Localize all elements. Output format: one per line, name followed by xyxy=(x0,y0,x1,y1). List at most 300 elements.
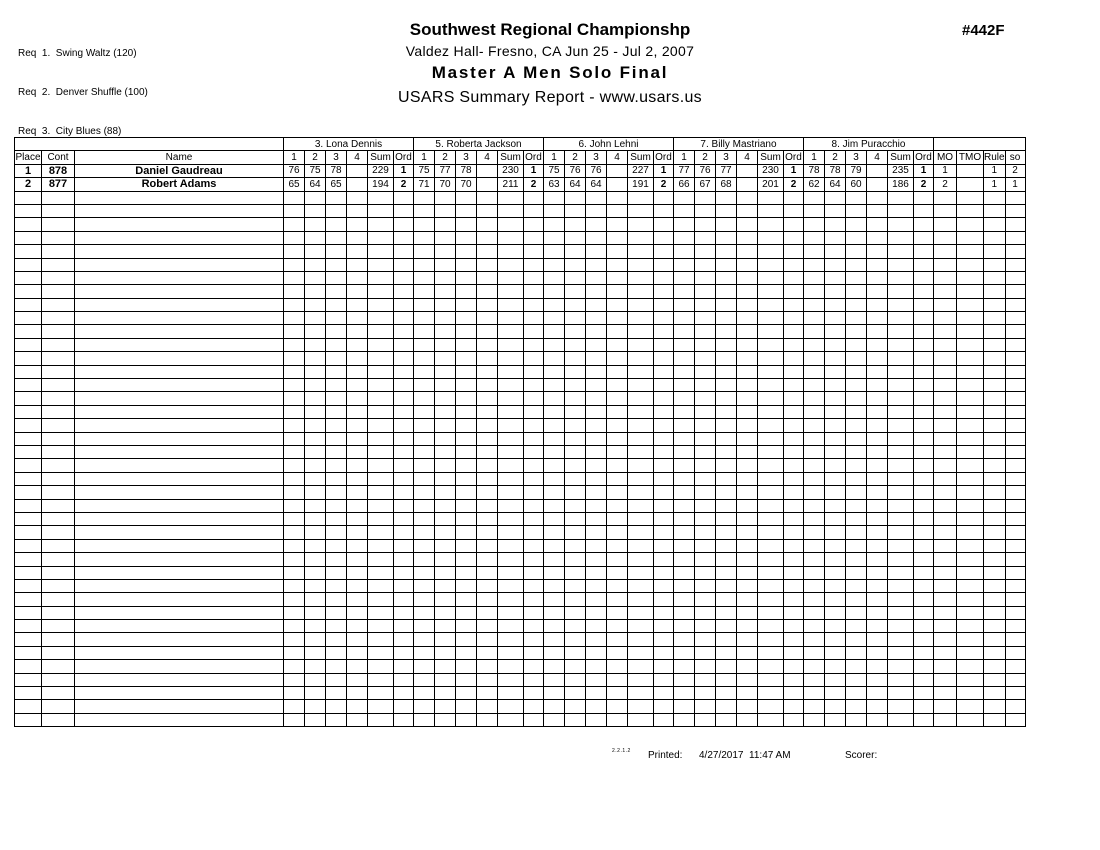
score-cell: 76 xyxy=(586,164,607,177)
empty-cell xyxy=(888,512,914,525)
empty-cell xyxy=(784,459,804,472)
empty-cell xyxy=(565,606,586,619)
empty-cell xyxy=(628,539,654,552)
empty-cell xyxy=(914,231,934,244)
empty-cell xyxy=(414,338,435,351)
empty-cell xyxy=(565,579,586,592)
empty-cell xyxy=(984,271,1006,284)
empty-cell xyxy=(804,419,825,432)
empty-cell xyxy=(867,539,888,552)
empty-cell xyxy=(716,553,737,566)
empty-cell xyxy=(456,432,477,445)
empty-cell xyxy=(544,620,565,633)
score-cell: 78 xyxy=(326,164,347,177)
empty-cell xyxy=(758,352,784,365)
empty-cell xyxy=(565,646,586,659)
empty-cell xyxy=(914,338,934,351)
empty-cell xyxy=(368,499,394,512)
empty-cell xyxy=(586,620,607,633)
empty-cell xyxy=(957,620,984,633)
empty-cell xyxy=(498,700,524,713)
empty-cell xyxy=(394,271,414,284)
empty-cell xyxy=(394,231,414,244)
empty-cell xyxy=(15,245,42,258)
empty-cell xyxy=(888,271,914,284)
empty-cell xyxy=(477,713,498,726)
empty-cell xyxy=(934,231,957,244)
empty-cell xyxy=(846,472,867,485)
empty-cell xyxy=(544,459,565,472)
empty-cell xyxy=(368,298,394,311)
empty-cell xyxy=(565,459,586,472)
empty-cell xyxy=(957,472,984,485)
empty-cell xyxy=(586,419,607,432)
empty-cell xyxy=(607,392,628,405)
empty-cell xyxy=(75,204,284,217)
empty-cell xyxy=(435,245,456,258)
empty-cell xyxy=(934,258,957,271)
empty-cell xyxy=(984,445,1006,458)
empty-cell xyxy=(758,445,784,458)
empty-cell xyxy=(435,673,456,686)
empty-cell xyxy=(825,472,846,485)
empty-cell xyxy=(695,566,716,579)
empty-cell xyxy=(846,566,867,579)
empty-cell xyxy=(394,432,414,445)
empty-cell xyxy=(586,325,607,338)
empty-cell xyxy=(326,298,347,311)
score-cell xyxy=(737,178,758,191)
empty-cell xyxy=(326,365,347,378)
empty-cell xyxy=(607,285,628,298)
empty-cell xyxy=(888,606,914,619)
empty-cell xyxy=(628,660,654,673)
empty-cell xyxy=(695,660,716,673)
empty-cell xyxy=(414,379,435,392)
empty-cell xyxy=(435,445,456,458)
empty-cell xyxy=(758,271,784,284)
empty-cell xyxy=(984,231,1006,244)
empty-cell xyxy=(784,258,804,271)
empty-cell xyxy=(305,660,326,673)
empty-cell xyxy=(825,459,846,472)
empty-cell xyxy=(394,553,414,566)
empty-cell xyxy=(75,258,284,271)
empty-cell xyxy=(957,312,984,325)
empty-cell xyxy=(394,713,414,726)
empty-cell xyxy=(305,593,326,606)
empty-cell xyxy=(544,271,565,284)
empty-cell xyxy=(524,499,544,512)
score-cell xyxy=(607,178,628,191)
empty-cell xyxy=(326,579,347,592)
empty-cell xyxy=(42,646,75,659)
mo-cell: 2 xyxy=(934,178,957,191)
printed-timestamp: 4/27/2017 11:47 AM xyxy=(699,750,791,761)
empty-cell xyxy=(758,231,784,244)
empty-cell xyxy=(565,673,586,686)
empty-cell xyxy=(414,579,435,592)
empty-cell xyxy=(524,512,544,525)
empty-cell xyxy=(825,218,846,231)
empty-cell xyxy=(498,218,524,231)
empty-cell xyxy=(586,553,607,566)
empty-cell xyxy=(695,606,716,619)
empty-cell xyxy=(695,325,716,338)
empty-cell xyxy=(804,218,825,231)
empty-cell xyxy=(524,245,544,258)
empty-cell xyxy=(586,204,607,217)
empty-cell xyxy=(565,204,586,217)
empty-cell xyxy=(456,245,477,258)
empty-cell xyxy=(654,405,674,418)
empty-cell xyxy=(867,365,888,378)
empty-cell xyxy=(42,338,75,351)
empty-cell xyxy=(15,218,42,231)
empty-cell xyxy=(477,271,498,284)
empty-cell xyxy=(586,365,607,378)
empty-cell xyxy=(628,365,654,378)
empty-cell xyxy=(695,687,716,700)
empty-cell xyxy=(758,539,784,552)
empty-cell xyxy=(784,579,804,592)
empty-cell xyxy=(888,459,914,472)
empty-cell xyxy=(804,312,825,325)
empty-cell xyxy=(654,512,674,525)
empty-cell xyxy=(784,352,804,365)
empty-cell xyxy=(957,593,984,606)
empty-cell xyxy=(737,258,758,271)
empty-cell xyxy=(15,191,42,204)
empty-cell xyxy=(565,298,586,311)
empty-cell xyxy=(75,593,284,606)
empty-cell xyxy=(607,633,628,646)
empty-cell xyxy=(628,218,654,231)
empty-cell xyxy=(284,285,305,298)
empty-cell xyxy=(347,633,368,646)
empty-cell xyxy=(544,231,565,244)
empty-cell xyxy=(498,298,524,311)
empty-cell xyxy=(867,633,888,646)
empty-cell xyxy=(394,687,414,700)
empty-cell xyxy=(435,713,456,726)
empty-cell xyxy=(544,365,565,378)
sum-cell: 230 xyxy=(758,164,784,177)
empty-cell xyxy=(524,352,544,365)
empty-cell xyxy=(914,512,934,525)
empty-cell xyxy=(456,405,477,418)
empty-cell xyxy=(1005,700,1025,713)
empty-cell xyxy=(326,700,347,713)
empty-cell xyxy=(368,646,394,659)
empty-cell xyxy=(654,419,674,432)
empty-cell xyxy=(347,365,368,378)
empty-cell xyxy=(456,633,477,646)
empty-cell xyxy=(347,231,368,244)
empty-cell xyxy=(957,713,984,726)
empty-cell xyxy=(654,593,674,606)
sum-cell: 194 xyxy=(368,178,394,191)
empty-cell xyxy=(984,312,1006,325)
empty-cell xyxy=(326,231,347,244)
empty-cell xyxy=(368,204,394,217)
empty-cell xyxy=(477,700,498,713)
empty-cell xyxy=(435,191,456,204)
empty-cell xyxy=(716,579,737,592)
empty-cell xyxy=(565,405,586,418)
empty-cell xyxy=(15,499,42,512)
empty-cell xyxy=(477,646,498,659)
empty-row xyxy=(15,432,1026,445)
empty-cell xyxy=(825,713,846,726)
empty-cell xyxy=(368,566,394,579)
empty-cell xyxy=(456,646,477,659)
empty-cell xyxy=(984,700,1006,713)
empty-cell xyxy=(284,673,305,686)
empty-cell xyxy=(804,579,825,592)
empty-cell xyxy=(326,633,347,646)
empty-cell xyxy=(326,539,347,552)
empty-cell xyxy=(586,579,607,592)
empty-cell xyxy=(716,472,737,485)
printed-label: Printed: xyxy=(648,750,683,761)
empty-cell xyxy=(695,646,716,659)
empty-cell xyxy=(867,419,888,432)
empty-cell xyxy=(737,512,758,525)
empty-cell xyxy=(347,553,368,566)
empty-cell xyxy=(716,566,737,579)
empty-cell xyxy=(674,646,695,659)
empty-cell xyxy=(867,392,888,405)
empty-cell xyxy=(75,633,284,646)
empty-cell xyxy=(565,539,586,552)
empty-cell xyxy=(544,445,565,458)
empty-cell xyxy=(368,700,394,713)
empty-cell xyxy=(326,646,347,659)
empty-cell xyxy=(934,271,957,284)
empty-cell xyxy=(435,512,456,525)
empty-cell xyxy=(347,620,368,633)
empty-cell xyxy=(477,687,498,700)
empty-cell xyxy=(846,700,867,713)
empty-cell xyxy=(586,593,607,606)
empty-cell xyxy=(524,338,544,351)
empty-cell xyxy=(846,204,867,217)
empty-cell xyxy=(628,352,654,365)
empty-cell xyxy=(75,285,284,298)
empty-cell xyxy=(456,660,477,673)
empty-cell xyxy=(15,325,42,338)
empty-cell xyxy=(1005,579,1025,592)
empty-cell xyxy=(654,204,674,217)
empty-cell xyxy=(716,526,737,539)
empty-cell xyxy=(737,553,758,566)
empty-cell xyxy=(498,285,524,298)
empty-cell xyxy=(628,379,654,392)
empty-cell xyxy=(914,700,934,713)
empty-cell xyxy=(586,338,607,351)
empty-cell xyxy=(737,271,758,284)
empty-cell xyxy=(15,579,42,592)
empty-cell xyxy=(75,445,284,458)
competition-title: Southwest Regional Championshp xyxy=(409,20,691,39)
empty-cell xyxy=(737,365,758,378)
empty-cell xyxy=(984,512,1006,525)
empty-cell xyxy=(628,472,654,485)
empty-cell xyxy=(628,593,654,606)
empty-cell xyxy=(846,606,867,619)
empty-cell xyxy=(75,539,284,552)
empty-cell xyxy=(347,258,368,271)
empty-cell xyxy=(42,673,75,686)
empty-cell xyxy=(716,486,737,499)
empty-cell xyxy=(414,539,435,552)
empty-cell xyxy=(914,379,934,392)
empty-cell xyxy=(934,379,957,392)
empty-cell xyxy=(607,204,628,217)
empty-cell xyxy=(804,285,825,298)
empty-cell xyxy=(456,526,477,539)
empty-cell xyxy=(914,191,934,204)
empty-cell xyxy=(284,298,305,311)
empty-cell xyxy=(737,245,758,258)
empty-cell xyxy=(368,512,394,525)
empty-cell xyxy=(284,606,305,619)
empty-cell xyxy=(394,673,414,686)
empty-cell xyxy=(15,553,42,566)
empty-cell xyxy=(654,338,674,351)
empty-cell xyxy=(394,419,414,432)
empty-cell xyxy=(586,539,607,552)
score-column-header: 4 xyxy=(347,151,368,164)
empty-cell xyxy=(42,245,75,258)
empty-cell xyxy=(695,445,716,458)
empty-cell xyxy=(674,285,695,298)
empty-cell xyxy=(628,646,654,659)
empty-cell xyxy=(586,432,607,445)
empty-cell xyxy=(75,392,284,405)
empty-cell xyxy=(435,486,456,499)
empty-cell xyxy=(984,660,1006,673)
empty-cell xyxy=(75,432,284,445)
empty-cell xyxy=(414,312,435,325)
empty-cell xyxy=(347,660,368,673)
empty-cell xyxy=(565,419,586,432)
empty-cell xyxy=(758,472,784,485)
empty-cell xyxy=(456,606,477,619)
empty-cell xyxy=(75,459,284,472)
empty-cell xyxy=(934,499,957,512)
empty-cell xyxy=(414,620,435,633)
empty-cell xyxy=(1005,218,1025,231)
empty-cell xyxy=(825,392,846,405)
empty-cell xyxy=(825,204,846,217)
empty-cell xyxy=(42,258,75,271)
empty-cell xyxy=(846,553,867,566)
empty-cell xyxy=(1005,365,1025,378)
empty-cell xyxy=(1005,352,1025,365)
empty-cell xyxy=(1005,231,1025,244)
empty-cell xyxy=(934,620,957,633)
empty-cell xyxy=(347,713,368,726)
empty-cell xyxy=(326,419,347,432)
empty-cell xyxy=(758,218,784,231)
empty-cell xyxy=(867,325,888,338)
empty-cell xyxy=(934,338,957,351)
empty-cell xyxy=(934,660,957,673)
empty-cell xyxy=(305,445,326,458)
empty-cell xyxy=(15,459,42,472)
empty-row xyxy=(15,633,1026,646)
empty-cell xyxy=(42,191,75,204)
empty-cell xyxy=(957,258,984,271)
empty-cell xyxy=(586,526,607,539)
empty-cell xyxy=(846,660,867,673)
empty-cell xyxy=(1005,298,1025,311)
empty-cell xyxy=(15,405,42,418)
empty-cell xyxy=(15,392,42,405)
empty-cell xyxy=(435,204,456,217)
empty-cell xyxy=(477,486,498,499)
empty-cell xyxy=(414,486,435,499)
score-cell: 62 xyxy=(804,178,825,191)
empty-row xyxy=(15,325,1026,338)
empty-cell xyxy=(957,700,984,713)
empty-cell xyxy=(435,539,456,552)
empty-row xyxy=(15,258,1026,271)
empty-cell xyxy=(586,486,607,499)
empty-cell xyxy=(284,512,305,525)
name-header: Name xyxy=(75,151,284,164)
empty-cell xyxy=(326,593,347,606)
empty-cell xyxy=(394,312,414,325)
empty-cell xyxy=(674,405,695,418)
empty-cell xyxy=(607,620,628,633)
empty-cell xyxy=(394,539,414,552)
empty-cell xyxy=(674,312,695,325)
empty-cell xyxy=(674,660,695,673)
empty-cell xyxy=(737,593,758,606)
header-spacer-right xyxy=(934,138,1026,151)
empty-cell xyxy=(498,499,524,512)
score-column-header: 3 xyxy=(456,151,477,164)
empty-cell xyxy=(435,553,456,566)
empty-cell xyxy=(435,312,456,325)
empty-cell xyxy=(934,646,957,659)
empty-cell xyxy=(347,392,368,405)
empty-cell xyxy=(75,419,284,432)
empty-cell xyxy=(825,338,846,351)
empty-cell xyxy=(628,713,654,726)
empty-cell xyxy=(846,405,867,418)
empty-cell xyxy=(654,285,674,298)
empty-cell xyxy=(914,606,934,619)
empty-cell xyxy=(957,245,984,258)
empty-cell xyxy=(957,526,984,539)
empty-cell xyxy=(284,258,305,271)
judge-header: 7. Billy Mastriano xyxy=(674,138,804,151)
empty-cell xyxy=(846,646,867,659)
empty-cell xyxy=(326,338,347,351)
score-column-header: Ord xyxy=(525,152,542,164)
empty-cell xyxy=(305,338,326,351)
empty-cell xyxy=(368,620,394,633)
summary-score-table xyxy=(14,137,1026,727)
empty-cell xyxy=(42,579,75,592)
empty-cell xyxy=(957,191,984,204)
empty-cell xyxy=(15,687,42,700)
empty-cell xyxy=(934,566,957,579)
